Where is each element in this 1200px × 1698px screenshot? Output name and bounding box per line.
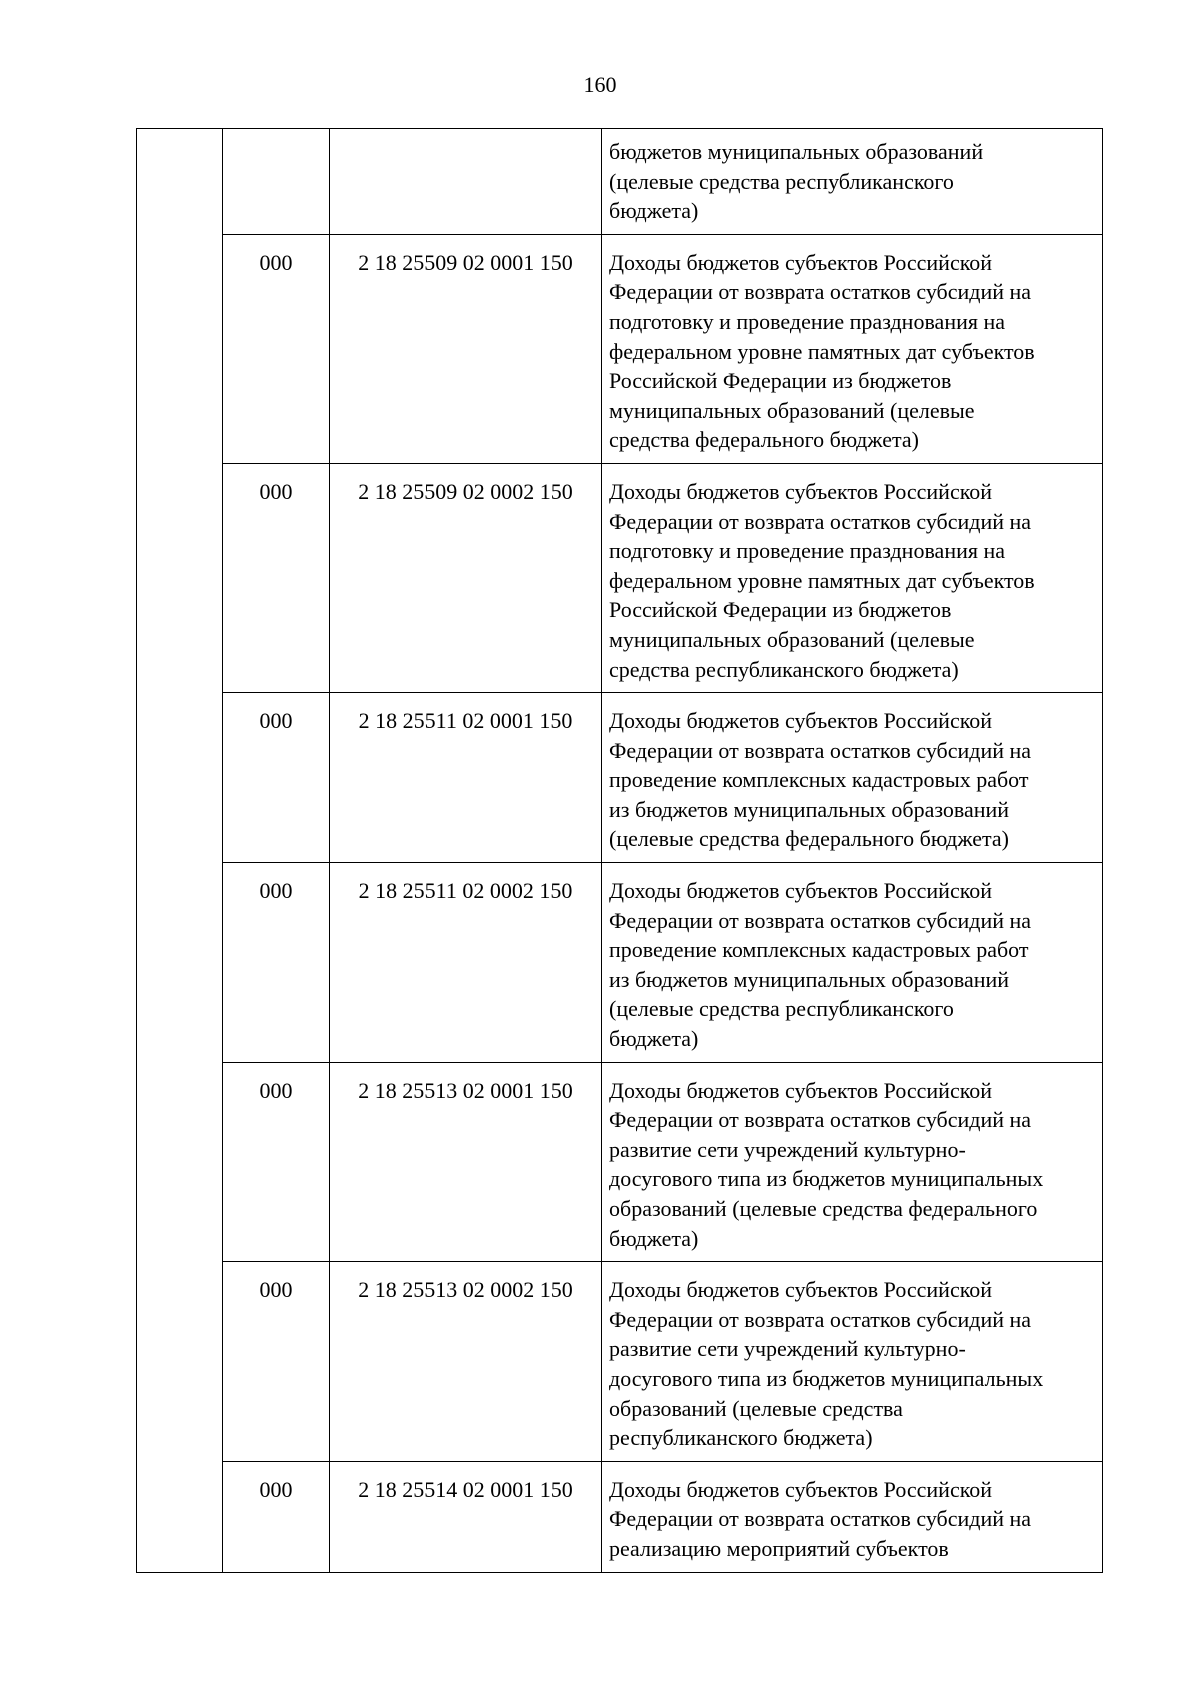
name-line: средства федерального бюджета) — [609, 427, 919, 453]
name-line: из бюджетов муниципальных образований — [609, 796, 1010, 822]
name-line: Доходы бюджетов субъектов Российской — [609, 878, 993, 904]
name-line: образований (целевые средства федерального — [609, 1196, 1038, 1221]
name-line: бюджета) — [609, 198, 699, 224]
income-codes-table — [136, 128, 1103, 1573]
admin-cell — [223, 863, 330, 1063]
code-cell — [330, 863, 602, 1063]
table-row — [137, 1461, 1103, 1572]
name-line: Доходы бюджетов субъектов Российской — [609, 249, 993, 275]
name-line: Федерации от возврата остатков субсидий на — [609, 737, 1032, 763]
name-text — [602, 863, 1102, 1062]
name-line: (целевые средства республиканского — [609, 996, 954, 1022]
name-cell — [602, 1062, 1103, 1262]
admin-cell — [223, 129, 330, 235]
name-cell — [602, 693, 1103, 863]
name-line: муниципальных образований (целевые — [609, 397, 975, 423]
admin-cell — [223, 234, 330, 463]
table-row — [137, 1262, 1103, 1462]
table-row — [137, 463, 1103, 692]
name-cell — [602, 129, 1103, 235]
name-text — [602, 235, 1102, 463]
name-line: Доходы бюджетов субъектов Российской — [609, 1077, 993, 1103]
budget-code-text: 2 18 25513 02 0001 150 — [358, 1077, 573, 1103]
name-line: Федерации от возврата остатков субсидий на — [609, 279, 1032, 305]
name-line: Доходы бюджетов субъектов Российской — [609, 1476, 993, 1502]
admin-cell — [223, 693, 330, 863]
name-line: федеральном уровне памятных дат субъектов — [609, 338, 1035, 364]
admin-code-text: 000 — [259, 249, 293, 275]
code-cell — [330, 463, 602, 692]
name-cell — [602, 1461, 1103, 1572]
admin-cell — [223, 463, 330, 692]
admin-code-text: 000 — [259, 708, 293, 734]
name-text — [602, 1262, 1102, 1461]
code-cell — [330, 693, 602, 863]
name-line: образований (целевые средства — [609, 1395, 903, 1421]
table-row-continuation — [137, 129, 1103, 235]
code-cell — [330, 1062, 602, 1262]
name-line: Российской Федерации из бюджетов — [609, 368, 952, 394]
name-line: средства республиканского бюджета) — [609, 656, 959, 682]
admin-code-text: 000 — [259, 478, 293, 504]
name-text — [602, 464, 1102, 692]
table-body — [137, 129, 1103, 1573]
name-line: подготовку и проведение празднования на — [609, 308, 1006, 334]
name-line: Федерации от возврата остатков субсидий на — [609, 907, 1032, 933]
name-cell — [602, 863, 1103, 1063]
name-line: Федерации от возврата остатков субсидий на — [609, 1107, 1032, 1133]
budget-code-text: 2 18 25513 02 0002 150 — [358, 1277, 573, 1303]
name-line: Доходы бюджетов субъектов Российской — [609, 478, 993, 504]
admin-cell — [223, 1062, 330, 1262]
name-line: Федерации от возврата остатков субсидий на — [609, 1306, 1032, 1332]
name-text — [602, 129, 1102, 234]
admin-code-text: 000 — [259, 1277, 293, 1303]
name-line: проведение комплексных кадастровых работ — [609, 937, 1029, 963]
code-cell — [330, 1262, 602, 1462]
name-line: подготовку и проведение празднования на — [609, 538, 1006, 564]
name-line: из бюджетов муниципальных образований — [609, 966, 1010, 992]
budget-code-text: 2 18 25509 02 0001 150 — [358, 249, 573, 275]
name-line: развитие сети учреждений культурно- — [609, 1336, 966, 1362]
name-cell — [602, 1262, 1103, 1462]
table-row — [137, 693, 1103, 863]
name-line: бюджета) — [609, 1026, 699, 1052]
empty-first-column — [137, 129, 223, 1573]
name-line: Федерации от возврата остатков субсидий на — [609, 1506, 1032, 1532]
name-line: республиканского бюджета) — [609, 1425, 873, 1451]
name-cell — [602, 463, 1103, 692]
table-row — [137, 234, 1103, 463]
name-line: Доходы бюджетов субъектов Российской — [609, 1277, 993, 1303]
code-cell — [330, 234, 602, 463]
budget-code-text: 2 18 25509 02 0002 150 — [358, 478, 573, 504]
name-line: проведение комплексных кадастровых работ — [609, 767, 1029, 793]
budget-code-text: 2 18 25511 02 0001 150 — [358, 708, 573, 734]
name-line: развитие сети учреждений культурно- — [609, 1136, 966, 1162]
name-line: реализацию мероприятий субъектов — [609, 1535, 949, 1561]
name-text — [602, 1063, 1102, 1262]
admin-code-text: 000 — [259, 1476, 293, 1502]
name-line: (целевые средства федерального бюджета) — [609, 826, 1009, 852]
admin-code-text: 000 — [259, 878, 293, 904]
name-line: досугового типа из бюджетов муниципальных — [609, 1365, 1044, 1391]
admin-cell — [223, 1262, 330, 1462]
code-cell — [330, 129, 602, 235]
name-text — [602, 1462, 1102, 1572]
name-line: бюджетов муниципальных образований — [609, 139, 984, 164]
name-line: бюджета) — [609, 1225, 699, 1251]
budget-code-text: 2 18 25511 02 0002 150 — [358, 878, 573, 904]
page-number: 160 — [583, 72, 617, 97]
name-line: муниципальных образований (целевые — [609, 626, 975, 652]
name-line: досугового типа из бюджетов муниципальных — [609, 1166, 1044, 1192]
name-line: Федерации от возврата остатков субсидий на — [609, 508, 1032, 534]
name-text — [602, 693, 1102, 862]
name-line: федеральном уровне памятных дат субъектов — [609, 567, 1035, 593]
name-line: (целевые средства республиканского — [609, 168, 954, 194]
name-line: Доходы бюджетов субъектов Российской — [609, 708, 993, 734]
name-line: Российской Федерации из бюджетов — [609, 597, 952, 623]
admin-cell — [223, 1461, 330, 1572]
table-row — [137, 1062, 1103, 1262]
name-cell — [602, 234, 1103, 463]
budget-code-text: 2 18 25514 02 0001 150 — [358, 1476, 573, 1502]
table-row — [137, 863, 1103, 1063]
code-cell — [330, 1461, 602, 1572]
admin-code-text: 000 — [259, 1077, 293, 1103]
